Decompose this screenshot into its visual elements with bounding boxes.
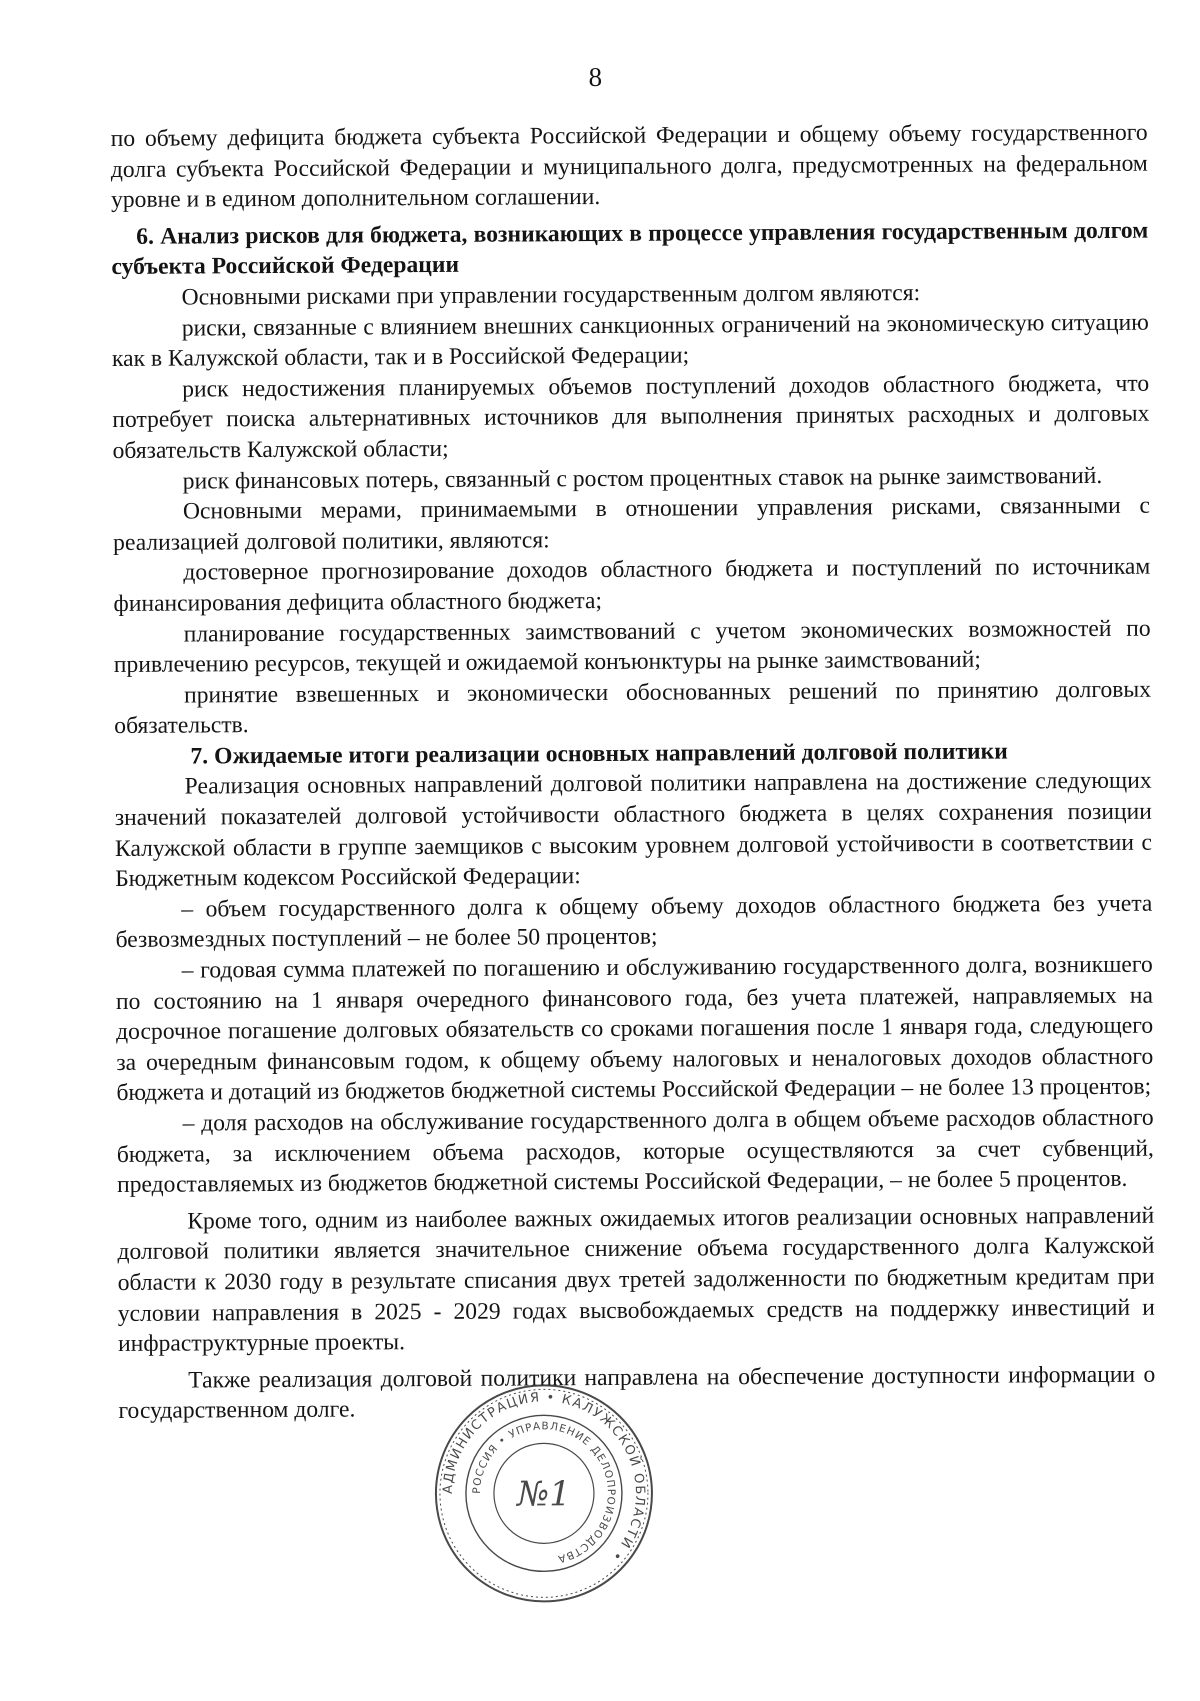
paragraph-measure-decisions: принятие взвешенных и экономически обоснованных решений по принятию долговых обязательств. [114,676,1152,740]
page-number: 8 [588,61,603,93]
paragraph-risk-revenue: риск недостижения планируемых объемов поступлений доходов областного бюджета, что потребует поиска альтернативных источников для выполнения принятых расходных и долговых обязательств Калужской области; [112,370,1150,464]
paragraph-results-intro: Реализация основных направлений долговой политики направлена на достижение следующих значений показателей долговой устойчивости областного бюджета в целях сохранения позиции Калужской области в группе заемщиков с высоким уровнем долговой устойчивости в соответствии с Бюджетным кодексом Российской Федерации: [114,768,1153,893]
document-body [111,118,1156,1427]
seal-outer-text: АДМИНИСТРАЦИЯ • КАЛУЖСКОЙ ОБЛАСТИ • [440,1390,648,1565]
paragraph-risks-intro: Основными рисками при управлении государственным долгом являются: [181,280,921,311]
paragraph-debt-reduction: Кроме того, одним из наиболее важных ожидаемых итогов реализации основных направлений долговой политики является значительное снижение объема государственного долга Калужской области к 2030 году в результате списания двух третей задолженности по бюджетным кредитам при условии направления в 2025 - 2029 годах высвобождаемых средств на поддержку инвестиций и инфраструктурные проекты. [117,1202,1155,1358]
seal-icon [428,1378,659,1609]
official-seal-stamp [428,1378,659,1609]
list-item-debt-ratio: – объем государственного долга к общему объему доходов областного бюджета без учета безвозмездных поступлений – не более 50 процентов; [115,890,1153,954]
paragraph-transparency: Также реализация долговой политики направлена на обеспечение доступности информации о государственном долге. [118,1361,1156,1425]
list-item-annual-payments: – годовая сумма платежей по погашению и обслуживанию государственного долга, возникшего по состоянию на 1 января очередного финансового года, без учета платежей, направляемых на досрочное погашение долговых обязательств со сроками погашения после 1 января года, следующего за очередным финансовым годом, к общему объему налоговых и неналоговых доходов областного бюджета и дотаций из бюджетов бюджетной системы Российской Федерации – не более 13 процентов; [115,951,1154,1107]
paragraph-measure-forecasting: достоверное прогнозирование доходов областного бюджета и поступлений по источникам финансирования дефицита областного бюджета; [113,553,1151,617]
paragraph-measures-intro: Основными мерами, принимаемыми в отношении управления рисками, связанными с реализацией долговой политики, являются: [113,492,1150,556]
seal-inner-text: РОССИЯ • УПРАВЛЕНИЕ ДЕЛОПРОИЗВОДСТВА [470,1420,617,1565]
seal-number: №1 [516,1474,571,1515]
list-item-service-costs: – доля расходов на обслуживание государственного долга в общем объеме расходов областного бюджета, за исключением объема расходов, которые осуществляются за счет субвенций, предоставляемых из бюджетов бюджетной системы Российской Федерации, – не более 5 процентов. [116,1104,1154,1199]
paragraph-continuation: по объему дефицита бюджета субъекта Российской Федерации и общему объему государственного долга субъекта Российской Федерации и муниципального долга, предусмотренных на федеральном уровне и в едином дополнительном соглашении. [110,119,1148,214]
paragraph-measure-planning: планирование государственных заимствований с учетом экономических возможностей по привлечению ресурсов, текущей и ожидаемой конъюнктуры на рынке заимствований; [113,615,1151,679]
paragraph-risk-sanctions: риски, связанные с влиянием внешних санкционных ограничений на экономическую ситуацию как в Калужской области, так и в Российской Федерации; [111,309,1149,373]
paragraph-risk-financial: риск финансовых потерь, связанный с ростом процентных ставок на рынке заимствований. [182,462,1103,495]
section-heading-6: 6. Анализ рисков для бюджета, возникающих в процессе управления государственным долгом субъекта Российской Федерации [111,217,1149,281]
section-heading-7: 7. Ожидаемые итоги реализации основных направлений долговой политики [190,738,1008,770]
